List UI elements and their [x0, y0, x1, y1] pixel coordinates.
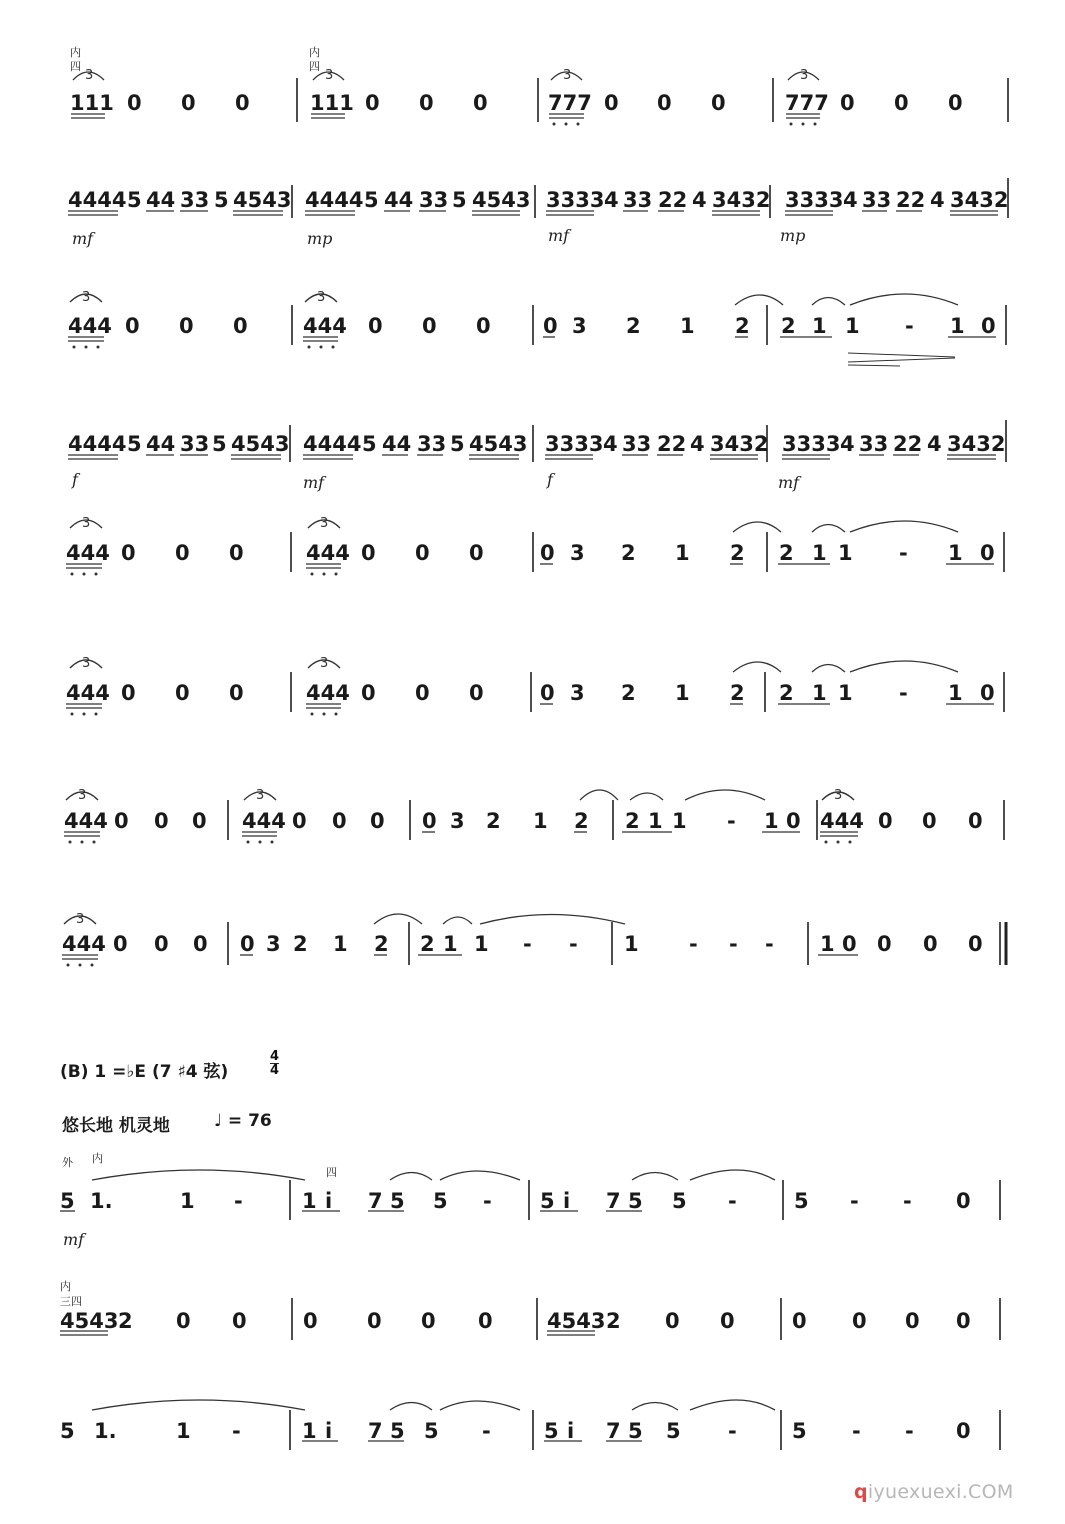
note: 2 — [293, 932, 308, 956]
note: 0 — [543, 314, 558, 338]
note: 1 — [474, 932, 489, 956]
note: 0 — [127, 91, 142, 115]
note: 1 — [680, 314, 695, 338]
note: 444 — [68, 314, 112, 338]
note: 5 — [452, 188, 467, 212]
svg-text:3: 3 — [325, 68, 334, 83]
note: 2 — [779, 681, 794, 705]
note: 5 — [433, 1189, 448, 1213]
note: i — [563, 1189, 571, 1213]
tempo-text: 悠长地 机灵地 — [62, 1116, 170, 1136]
note: 1 — [180, 1189, 195, 1213]
watermark-prefix: q — [854, 1481, 868, 1503]
svg-text:3: 3 — [85, 68, 94, 83]
note: 2 — [730, 681, 745, 705]
note: 1 — [764, 809, 779, 833]
note: 111 — [310, 91, 354, 115]
note: 2 — [606, 1309, 621, 1333]
note: 0 — [365, 91, 380, 115]
note: 3333 — [785, 188, 844, 212]
note: 0 — [922, 809, 937, 833]
note: 22 — [896, 188, 926, 212]
note: 1 — [812, 681, 827, 705]
note: 3333 — [546, 188, 605, 212]
note: 0 — [361, 541, 376, 565]
dynamic-mark: f — [72, 470, 78, 489]
note: 0 — [476, 314, 491, 338]
note: 0 — [956, 1309, 971, 1333]
note: 5 — [212, 432, 227, 456]
note: 1 — [624, 932, 639, 956]
note: 1 — [648, 809, 663, 833]
note: 4543 — [233, 188, 292, 212]
note: 33 — [419, 188, 449, 212]
note: 33 — [862, 188, 892, 212]
note: 0 — [121, 681, 136, 705]
note: 4543 — [472, 188, 531, 212]
note: 0 — [956, 1189, 971, 1213]
note: 2 — [625, 809, 640, 833]
note: 444 — [306, 681, 350, 705]
note: 0 — [604, 91, 619, 115]
note: 0 — [193, 932, 208, 956]
note: 0 — [240, 932, 255, 956]
note: 0 — [361, 681, 376, 705]
note: 0 — [792, 1309, 807, 1333]
note: 4 — [604, 188, 619, 212]
note: 0 — [113, 932, 128, 956]
note: 0 — [367, 1309, 382, 1333]
note: 0 — [175, 541, 190, 565]
svg-text:3: 3 — [800, 68, 809, 83]
note: 1 — [176, 1419, 191, 1443]
note: 5 — [794, 1189, 809, 1213]
note: 44 — [382, 432, 412, 456]
note: 0 — [233, 314, 248, 338]
note: 3333 — [782, 432, 841, 456]
annotation-inner: 内 — [309, 46, 320, 59]
note: 0 — [894, 91, 909, 115]
note: 0 — [419, 91, 434, 115]
note: 0 — [877, 932, 892, 956]
note: 4444 — [68, 432, 127, 456]
note: 5 — [792, 1419, 807, 1443]
note: 444 — [242, 809, 286, 833]
note: 0 — [154, 932, 169, 956]
note: 444 — [66, 541, 110, 565]
note: 2 — [118, 1309, 133, 1333]
note: 1 — [950, 314, 965, 338]
note: 33 — [859, 432, 889, 456]
key-signature: (B) 1 =♭E (7 ♯4 弦) — [60, 1062, 229, 1082]
note: 4 — [843, 188, 858, 212]
note: 33 — [417, 432, 447, 456]
dynamic-mark: mf — [778, 473, 800, 492]
note: 0 — [980, 541, 995, 565]
note: 4543 — [547, 1309, 606, 1333]
note: 3 — [570, 681, 585, 705]
note: 7 — [606, 1189, 621, 1213]
note: 2 — [735, 314, 750, 338]
note: 5 — [390, 1189, 405, 1213]
note: 4 — [603, 432, 618, 456]
note: 4 — [840, 432, 855, 456]
note: 1 — [820, 932, 835, 956]
note: - — [482, 1419, 491, 1443]
svg-text:3: 3 — [320, 516, 329, 531]
note: 3432 — [947, 432, 1006, 456]
note: 444 — [64, 809, 108, 833]
watermark-logo — [854, 1481, 1014, 1503]
note: 1 — [533, 809, 548, 833]
note: 2 — [781, 314, 796, 338]
note: 7 — [368, 1419, 383, 1443]
note: 0 — [303, 1309, 318, 1333]
note: 1 — [812, 541, 827, 565]
watermark-text: iyuexuexi.COM — [867, 1481, 1014, 1503]
note: 1. — [94, 1419, 117, 1443]
dynamic-mark: mf — [303, 473, 325, 492]
note: 1 — [302, 1189, 317, 1213]
note: 5 — [214, 188, 229, 212]
note: 0 — [540, 541, 555, 565]
note: 777 — [785, 91, 829, 115]
note: 22 — [658, 188, 688, 212]
note: 0 — [179, 314, 194, 338]
note: 3 — [572, 314, 587, 338]
note: 1 — [838, 541, 853, 565]
note: 0 — [370, 809, 385, 833]
annotation-string: 四 — [309, 60, 320, 73]
note: 1 — [948, 681, 963, 705]
annotation-inner: 内 — [60, 1280, 71, 1293]
note: 3 — [570, 541, 585, 565]
note: 2 — [626, 314, 641, 338]
note: i — [325, 1189, 333, 1213]
note: 4543 — [60, 1309, 119, 1333]
note: 444 — [66, 681, 110, 705]
svg-text:3: 3 — [82, 656, 91, 671]
note: 33 — [180, 432, 210, 456]
note: 0 — [192, 809, 207, 833]
note: 2 — [621, 541, 636, 565]
annotation-inner: 内 — [70, 46, 81, 59]
note: 33 — [623, 188, 653, 212]
note: 444 — [820, 809, 864, 833]
note: 5 — [60, 1189, 75, 1213]
note: - — [483, 1189, 492, 1213]
time-signature-top: 4 — [270, 1049, 280, 1064]
note: - — [905, 1419, 914, 1443]
note: 0 — [229, 541, 244, 565]
note: 0 — [176, 1309, 191, 1333]
svg-text:3: 3 — [76, 912, 85, 927]
note: 1 — [333, 932, 348, 956]
note: 44 — [384, 188, 414, 212]
note: 0 — [478, 1309, 493, 1333]
note: 0 — [540, 681, 555, 705]
note: 4 — [692, 188, 707, 212]
note: 2 — [374, 932, 389, 956]
note: 3 — [266, 932, 281, 956]
note: - — [569, 932, 578, 956]
note: 0 — [923, 932, 938, 956]
note: 5 — [450, 432, 465, 456]
note: 0 — [368, 314, 383, 338]
note: 0 — [968, 809, 983, 833]
dynamic-mark: mf — [72, 229, 94, 248]
note: 0 — [232, 1309, 247, 1333]
note: 5 — [390, 1419, 405, 1443]
note: - — [689, 932, 698, 956]
note: 1 — [812, 314, 827, 338]
dynamic-mark: mf — [63, 1230, 85, 1249]
time-signature-bottom: 4 — [270, 1063, 280, 1078]
note: - — [523, 932, 532, 956]
note: 4543 — [231, 432, 290, 456]
note: 3333 — [545, 432, 604, 456]
note: 0 — [852, 1309, 867, 1333]
note: 3432 — [712, 188, 771, 212]
note: 44 — [146, 188, 176, 212]
note: 1 — [948, 541, 963, 565]
svg-text:3: 3 — [256, 788, 265, 803]
svg-text:3: 3 — [834, 788, 843, 803]
note: 7 — [368, 1189, 383, 1213]
note: - — [234, 1189, 243, 1213]
svg-text:3: 3 — [78, 788, 87, 803]
note: - — [728, 1419, 737, 1443]
note: 0 — [154, 809, 169, 833]
note: 33 — [180, 188, 210, 212]
note: 0 — [415, 681, 430, 705]
note: 0 — [711, 91, 726, 115]
note: 0 — [235, 91, 250, 115]
svg-text:3: 3 — [320, 656, 329, 671]
note: 0 — [469, 681, 484, 705]
note: 0 — [956, 1419, 971, 1443]
note: 0 — [968, 932, 983, 956]
note: 2 — [574, 809, 589, 833]
annotation-string: 三四 — [60, 1295, 82, 1308]
note: 2 — [621, 681, 636, 705]
note: 7 — [606, 1419, 621, 1443]
note: 0 — [905, 1309, 920, 1333]
note: 1 — [675, 541, 690, 565]
svg-text:3: 3 — [82, 290, 91, 305]
note: 4444 — [305, 188, 364, 212]
note: - — [905, 314, 914, 338]
note: 1 — [443, 932, 458, 956]
note: 33 — [622, 432, 652, 456]
note: 5 — [127, 432, 142, 456]
note: 4 — [927, 432, 942, 456]
note: 2 — [486, 809, 501, 833]
note: 0 — [181, 91, 196, 115]
svg-text:3: 3 — [317, 290, 326, 305]
note: 5 — [362, 432, 377, 456]
note: 2 — [730, 541, 745, 565]
note: 0 — [469, 541, 484, 565]
note: 0 — [665, 1309, 680, 1333]
note: 0 — [720, 1309, 735, 1333]
note: 0 — [422, 314, 437, 338]
note: 1 — [838, 681, 853, 705]
dynamic-mark: mp — [780, 226, 806, 245]
note: 0 — [948, 91, 963, 115]
note: 0 — [292, 809, 307, 833]
note: - — [899, 681, 908, 705]
note: - — [850, 1189, 859, 1213]
note: 1 — [675, 681, 690, 705]
annotation-inner: 内 — [92, 1152, 103, 1165]
dynamic-mark: mp — [307, 229, 333, 248]
note: 0 — [980, 681, 995, 705]
note: - — [852, 1419, 861, 1443]
note: 2 — [779, 541, 794, 565]
note: 0 — [125, 314, 140, 338]
note: 3432 — [710, 432, 769, 456]
annotation-string: 四 — [326, 1166, 337, 1179]
note: 1 — [845, 314, 860, 338]
note: 5 — [127, 188, 142, 212]
note: - — [903, 1189, 912, 1213]
note: 0 — [229, 681, 244, 705]
note: 111 — [70, 91, 114, 115]
annotation-outer: 外 — [62, 1156, 73, 1169]
note: 3432 — [950, 188, 1009, 212]
note: - — [232, 1419, 241, 1443]
note: - — [727, 809, 736, 833]
note: 5 — [540, 1189, 555, 1213]
note: 0 — [786, 809, 801, 833]
dynamic-mark: f — [547, 470, 553, 489]
note: 0 — [657, 91, 672, 115]
note: 4 — [930, 188, 945, 212]
note: 444 — [303, 314, 347, 338]
note: - — [765, 932, 774, 956]
note: 22 — [893, 432, 923, 456]
time-signature — [270, 1050, 279, 1077]
note: 0 — [878, 809, 893, 833]
note: 444 — [62, 932, 106, 956]
note: 4444 — [303, 432, 362, 456]
note: 5 — [60, 1419, 75, 1443]
dynamic-mark: mf — [548, 226, 570, 245]
note: i — [567, 1419, 575, 1443]
tempo-value: ♩ = 76 — [214, 1111, 272, 1131]
note: 0 — [981, 314, 996, 338]
annotation-string: 四 — [70, 60, 81, 73]
note: 444 — [306, 541, 350, 565]
note: i — [325, 1419, 333, 1443]
note: 2 — [420, 932, 435, 956]
note: - — [899, 541, 908, 565]
note: 0 — [421, 1309, 436, 1333]
note: 5 — [424, 1419, 439, 1443]
note: 5 — [544, 1419, 559, 1443]
note: 1. — [90, 1189, 113, 1213]
note: 0 — [473, 91, 488, 115]
note: 22 — [657, 432, 687, 456]
note: 5 — [628, 1189, 643, 1213]
note: 0 — [840, 91, 855, 115]
note: 1 — [672, 809, 687, 833]
note: 1 — [302, 1419, 317, 1443]
svg-text:3: 3 — [563, 68, 572, 83]
note: 5 — [628, 1419, 643, 1443]
note: 0 — [332, 809, 347, 833]
note: - — [728, 1189, 737, 1213]
note: - — [729, 932, 738, 956]
note: 5 — [364, 188, 379, 212]
note: 0 — [422, 809, 437, 833]
note: 4543 — [469, 432, 528, 456]
note: 44 — [146, 432, 176, 456]
note: 3 — [450, 809, 465, 833]
note: 0 — [121, 541, 136, 565]
note: 5 — [666, 1419, 681, 1443]
note: 4444 — [68, 188, 127, 212]
svg-text:3: 3 — [82, 516, 91, 531]
note: 0 — [415, 541, 430, 565]
note: 777 — [548, 91, 592, 115]
note: 4 — [690, 432, 705, 456]
note: 0 — [842, 932, 857, 956]
note: 5 — [672, 1189, 687, 1213]
note: 0 — [114, 809, 129, 833]
note: 0 — [175, 681, 190, 705]
